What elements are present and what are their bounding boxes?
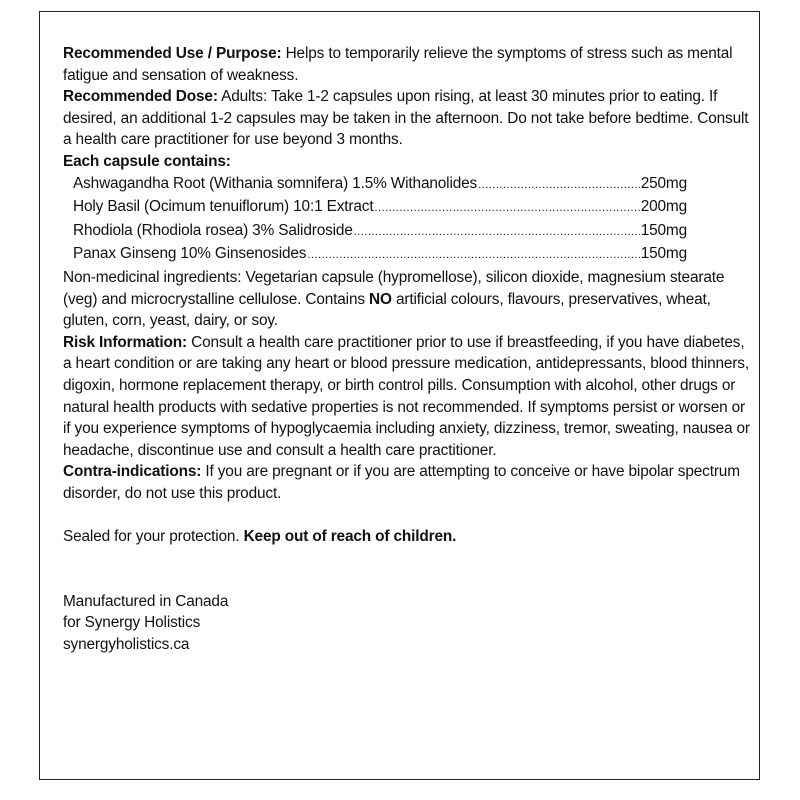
contra-indications xyxy=(63,461,753,504)
non-medicinal-emphasis: NO xyxy=(369,290,392,308)
contra-indications-text: If you are pregnant or if you are attempting to conceive or have bipolar spectrum disorder, do not use this product. xyxy=(63,463,740,502)
child-warning: Keep out of reach of children. xyxy=(243,528,457,546)
manufacturer-line-1: Manufactured in Canada xyxy=(63,592,229,610)
risk-information-label: Risk Information: xyxy=(63,333,188,351)
capsule-contents-heading: Each capsule contains: xyxy=(63,152,231,170)
ingredient-row xyxy=(63,196,687,220)
recommended-use-label: Recommended Use / Purpose: xyxy=(63,45,282,62)
recommended-dose-text: Adults: Take 1-2 capsules upon rising, at least 30 minutes prior to eating. If desired, an additional 1-2 capsules may be taken in the afternoon. Do not take before bedtime. Consult a health care practitioner for use beyond 3 months. xyxy=(63,88,749,149)
recommended-use xyxy=(63,43,753,86)
risk-information-text: Consult a health care practitioner prior to use if breastfeeding, if you have diabetes, a heart condition or are taking any heart or blood pressure medication, antidepressants, blood thinners, digoxin, hormone replacement therapy, or birth control pills. Consumption with alcohol, other drugs or natural health products with sedative properties is not recommended. If symptoms persist or worsen or if you experience symptoms of hypoglycaemia including anxiety, dizziness, tremor, sweating, nausea or headache, discontinue use and consult a health care practitioner. xyxy=(63,333,750,459)
ingredient-name: Ashwagandha Root (Withania somnifera) 1.5% Withanolides xyxy=(73,174,478,192)
spacer xyxy=(63,504,753,526)
ingredient-row xyxy=(63,173,687,197)
ingredient-name: Rhodiola (Rhodiola rosea) 3% Salidroside xyxy=(73,221,353,239)
recommended-use-text: Helps to temporarily relieve the symptoms of stress such as mental fatigue and sensation of weakness. xyxy=(63,45,733,84)
contra-indications-label: Contra-indications: xyxy=(63,463,202,481)
ingredient-amount: 250mg xyxy=(640,174,687,192)
dot-leader xyxy=(478,175,640,197)
ingredient-name: Panax Ginseng 10% Ginsenosides xyxy=(73,245,307,263)
ingredient-name: Holy Basil (Ocimum tenuiflorum) 10:1 Extract xyxy=(73,198,374,216)
dot-leader xyxy=(307,245,639,267)
ingredient-row xyxy=(63,243,687,267)
manufacturer-website: synergyholistics.ca xyxy=(63,635,190,653)
risk-information xyxy=(63,332,753,462)
label-content xyxy=(63,43,753,655)
dot-leader xyxy=(354,222,640,244)
ingredient-row xyxy=(63,220,687,244)
sealed-notice xyxy=(63,526,753,548)
ingredient-amount: 150mg xyxy=(640,245,687,263)
recommended-dose xyxy=(63,86,753,151)
dot-leader xyxy=(374,198,639,220)
non-medicinal-ingredients xyxy=(63,267,753,332)
non-medicinal-text: Non-medicinal ingredients: Vegetarian capsule (hypromellose), silicon dioxide, magnesium stearate (veg) and microcrystalline cellulose. Contains xyxy=(63,268,725,308)
ingredients-list xyxy=(63,173,753,267)
recommended-dose-label: Recommended Dose: xyxy=(63,88,218,106)
non-medicinal-text-end: artificial colours, flavours, preservatives, wheat, gluten, corn, yeast, dairy, or soy. xyxy=(63,290,711,330)
manufacturer-line-2: for Synergy Holistics xyxy=(63,614,201,632)
sealed-text: Sealed for your protection. xyxy=(63,528,244,546)
spacer xyxy=(63,548,753,591)
ingredient-amount: 150mg xyxy=(640,221,687,239)
ingredient-amount: 200mg xyxy=(640,198,687,216)
